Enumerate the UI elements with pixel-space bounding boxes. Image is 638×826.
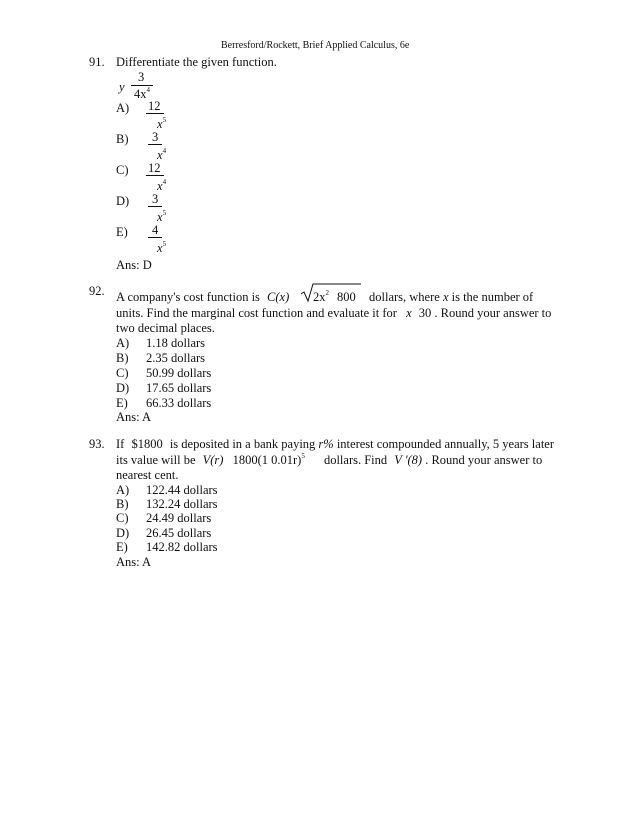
question-line-1: A company's cost function is C(x) [116, 290, 290, 304]
choice-a-text: 1.18 dollars [146, 336, 206, 350]
page-header: Berresford/Rockett, Brief Applied Calculus, 6e [221, 40, 410, 51]
choice-c-text: 24.49 dollars [146, 511, 212, 525]
choice-label: D) [116, 526, 130, 540]
choice-d[interactable] [116, 381, 129, 396]
function-lhs: y [119, 80, 125, 94]
choice-numerator: 12 [148, 161, 161, 175]
choice-label: C) [116, 511, 129, 525]
function-denominator: $4x^4$ [134, 86, 150, 101]
choice-label: E) [116, 396, 128, 410]
cost-function-symbol: C(x) [267, 290, 290, 304]
choice-b[interactable] [116, 497, 129, 512]
choice-d-text: 17.65 dollars [146, 381, 212, 395]
choice-label: B) [116, 132, 129, 146]
choice-denominator: $x^5$ [157, 209, 167, 224]
choice-denominator: $x^5$ [157, 116, 167, 131]
choice-label: A) [116, 483, 130, 497]
choice-c[interactable] [116, 511, 129, 526]
choice-numerator: 3 [152, 130, 159, 144]
choice-denominator: $x^5$ [157, 240, 167, 255]
choice-e[interactable] [116, 540, 128, 555]
question-line-2: units. Find the marginal cost function and evaluate it for x 30 . Round your answer to [116, 306, 552, 320]
choice-denominator: $x^4$ [157, 147, 167, 162]
choice-label: A) [116, 101, 130, 115]
question-number: 91. [89, 55, 105, 69]
choice-label: C) [116, 163, 129, 177]
choice-label: D) [116, 194, 130, 208]
value-formula: 1800(1 0.01r) [232, 453, 302, 467]
value-function-symbol: V(r) [202, 453, 224, 467]
choice-b[interactable] [116, 351, 129, 366]
choice-e-text: 142.82 dollars [146, 540, 218, 554]
choice-numerator: 12 [148, 99, 161, 113]
answer-key: Ans: A [116, 555, 152, 569]
question-line-3: two decimal places. [116, 321, 215, 335]
question-line-1: If $1800 is deposited in a bank paying r% interest compounded annually, 5 years later [116, 437, 554, 451]
choice-numerator: 3 [152, 192, 159, 206]
choice-c[interactable] [116, 366, 129, 381]
choice-label: C) [116, 366, 129, 380]
choice-e[interactable] [116, 396, 128, 411]
choice-label: B) [116, 497, 129, 511]
fraction-bar [148, 237, 162, 238]
choice-numerator: 4 [152, 223, 159, 237]
fraction-bar [148, 144, 162, 145]
choice-a[interactable] [116, 336, 129, 351]
question-line-2: its value will be V(r) 1800(1 0.01r)$^5$ dollars. Find V '(8) . Round your answer to [116, 452, 543, 467]
fraction-bar [146, 175, 164, 176]
question-line-3: nearest cent. [116, 468, 179, 482]
choice-label: B) [116, 351, 129, 365]
derivative-symbol: V '(8) [394, 453, 423, 467]
answer-key: Ans: A [116, 410, 152, 424]
choice-denominator: $x^4$ [157, 178, 167, 193]
choice-b-text: 132.24 dollars [146, 497, 218, 511]
function-numerator: 3 [138, 70, 145, 84]
question-line-1-tail: dollars, where x is the number of [369, 290, 534, 304]
question-prompt: Differentiate the given function. [116, 55, 277, 69]
choice-label: E) [116, 225, 128, 239]
choice-d[interactable] [116, 526, 129, 541]
choice-d-text: 26.45 dollars [146, 526, 212, 540]
answer-key: Ans: D [116, 258, 152, 272]
fraction-bar [146, 113, 164, 114]
choice-label: E) [116, 540, 128, 554]
question-number: 93. [89, 437, 105, 451]
choice-a[interactable] [116, 483, 129, 498]
radicand: $2x^2$ 800 [313, 289, 356, 304]
choice-b-text: 2.35 dollars [146, 351, 206, 365]
choice-c-text: 50.99 dollars [146, 366, 212, 380]
question-number: 92. [89, 284, 105, 298]
choice-label: A) [116, 336, 130, 350]
fraction-bar [148, 206, 162, 207]
choice-e-text: 66.33 dollars [146, 396, 212, 410]
choice-label: D) [116, 381, 130, 395]
choice-a-text: 122.44 dollars [146, 483, 218, 497]
